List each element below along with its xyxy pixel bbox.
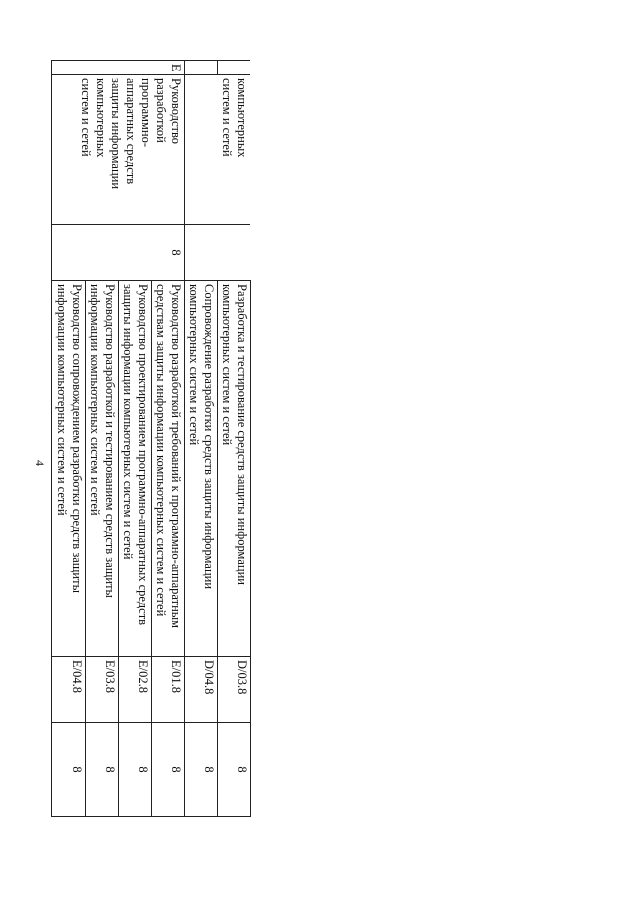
group-level-cell (185, 225, 251, 281)
function-level-cell: 8 (86, 723, 119, 817)
function-name-cell: Руководство проектированием программно-аппаратных средств защиты информации компьютерных систем и сетей (119, 281, 152, 657)
group-code-cell: E (52, 61, 185, 75)
functions-table (57, 60, 251, 816)
group-name-cell: компьютерных систем и сетей (185, 75, 251, 225)
function-name-cell: Руководство разработкой и тестированием средств защиты информации компьютерных систем и сетей (86, 281, 119, 657)
group-code-cell (218, 61, 251, 75)
function-name-cell: Разработка и тестирование средств защиты информации компьютерных систем и сетей (218, 281, 251, 657)
page-number: 4 (33, 460, 47, 466)
function-name-cell: Сопровождение разработки средств защиты информации компьютерных систем и сетей (185, 281, 218, 657)
function-name-cell: Руководство разработкой требований к программно-аппаратным средствам защиты информации компьютерных систем и сетей (152, 281, 185, 657)
function-code-cell: D/04.8 (185, 657, 218, 723)
function-level-cell: 8 (119, 723, 152, 817)
table-rotated-wrapper (57, 60, 251, 816)
function-level-cell: 8 (152, 723, 185, 817)
function-code-cell: E/01.8 (152, 657, 185, 723)
function-level-cell: 8 (52, 723, 86, 817)
table-row (218, 61, 251, 817)
group-level-cell: 8 (52, 225, 185, 281)
function-name-cell: Руководство сопровождением разработки средств защиты информации компьютерных систем и сетей (52, 281, 86, 657)
function-code-cell: E/02.8 (119, 657, 152, 723)
function-level-cell: 8 (218, 723, 251, 817)
group-name-cell: Руководство разработкой программно- аппаратных средств защиты информации компьютерных систем и сетей (52, 75, 185, 225)
group-code-cell (185, 61, 218, 75)
function-level-cell: 8 (185, 723, 218, 817)
table-row (152, 61, 185, 817)
function-code-cell: E/03.8 (86, 657, 119, 723)
function-code-cell: E/04.8 (52, 657, 86, 723)
function-code-cell: D/03.8 (218, 657, 251, 723)
